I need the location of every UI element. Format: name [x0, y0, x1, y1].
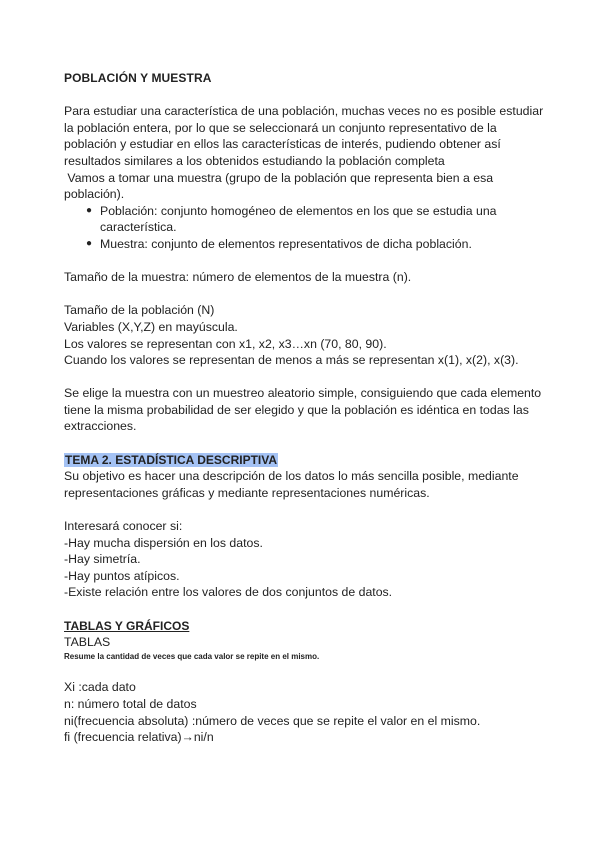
tablas-note: Resume la cantidad de veces que cada valor se repite en el mismo.	[64, 651, 320, 661]
intro-paragraph: Para estudiar una característica de una población, muchas veces no es posible estudiar la población entera, por lo que se seleccionará un conjunto representativo de la población y estudiar en ellos las características de interés, pudiendo obtener así resultados similares a los obtenidos estudiando la población completa	[64, 104, 544, 168]
sample-intro-paragraph: Vamos a tomar una muestra (grupo de la población que representa bien a esa población).	[64, 170, 497, 202]
interest-item: -Hay mucha dispersión en los datos.	[64, 535, 263, 550]
section-title-poblacion: POBLACIÓN Y MUESTRA	[64, 71, 212, 85]
text-line: Cuando los valores se representan de menos a más se representan x(1), x(2), x(3).	[64, 353, 519, 368]
spacer	[64, 286, 544, 303]
subtitle-tablas: TABLAS	[64, 635, 111, 650]
objective-paragraph: Su objetivo es hacer una descripción de los datos lo más sencilla posible, mediante representaciones gráficas y mediante representaciones numéricas.	[64, 469, 519, 500]
definition-line: n: número total de datos	[64, 696, 197, 711]
interest-item: -Existe relación entre los valores de dos conjuntos de datos.	[64, 585, 393, 600]
sampling-paragraph: Se elige la muestra con un muestreo aleatorio simple, consiguiendo que cada elemento tiene la misma probabilidad de ser elegido y que la población es idéntica en todas las extracciones.	[64, 386, 542, 434]
spacer	[64, 435, 544, 452]
spacer	[64, 501, 544, 518]
interest-title: Interesará conocer si:	[64, 519, 183, 534]
section-title-tablas-graficos: TABLAS Y GRÁFICOS	[64, 618, 190, 633]
definition-line: ni(frecuencia absoluta) :número de veces que se repite el valor en el mismo.	[64, 713, 481, 728]
spacer	[64, 253, 544, 270]
text-line: Tamaño de la población (N)	[64, 303, 215, 318]
definition-line: fi (frecuencia relativa)→ni/n	[64, 730, 214, 745]
section-title-estadistica	[64, 452, 544, 469]
bullet-text-muestra: Muestra: conjunto de elementos representativos de dicha población.	[100, 236, 472, 251]
list-item	[86, 236, 544, 253]
list-item	[86, 203, 544, 236]
interest-item: -Hay puntos atípicos.	[64, 568, 180, 583]
text-line: Los valores se representan con x1, x2, x3…xn (70, 80, 90).	[64, 336, 387, 351]
bullet-icon: ●	[86, 237, 93, 249]
spacer	[64, 601, 544, 618]
spacer	[64, 369, 544, 386]
bullet-text-poblacion: Población: conjunto homogéneo de elementos en los que se estudia una característica.	[100, 203, 497, 235]
definition-line: Xi :cada dato	[64, 680, 136, 695]
spacer	[64, 663, 544, 680]
highlighted-heading: TEMA 2. ESTADÍSTICA DESCRIPTIVA	[65, 452, 278, 467]
sample-size-line: Tamaño de la muestra: número de elementos de la muestra (n).	[64, 270, 412, 285]
text-line: Variables (X,Y,Z) en mayúscula.	[64, 319, 238, 334]
document-page	[64, 70, 544, 746]
spacer	[64, 87, 544, 104]
bullet-icon: ●	[86, 204, 93, 216]
interest-item: -Hay simetría.	[64, 552, 141, 567]
definition-list	[64, 203, 544, 253]
